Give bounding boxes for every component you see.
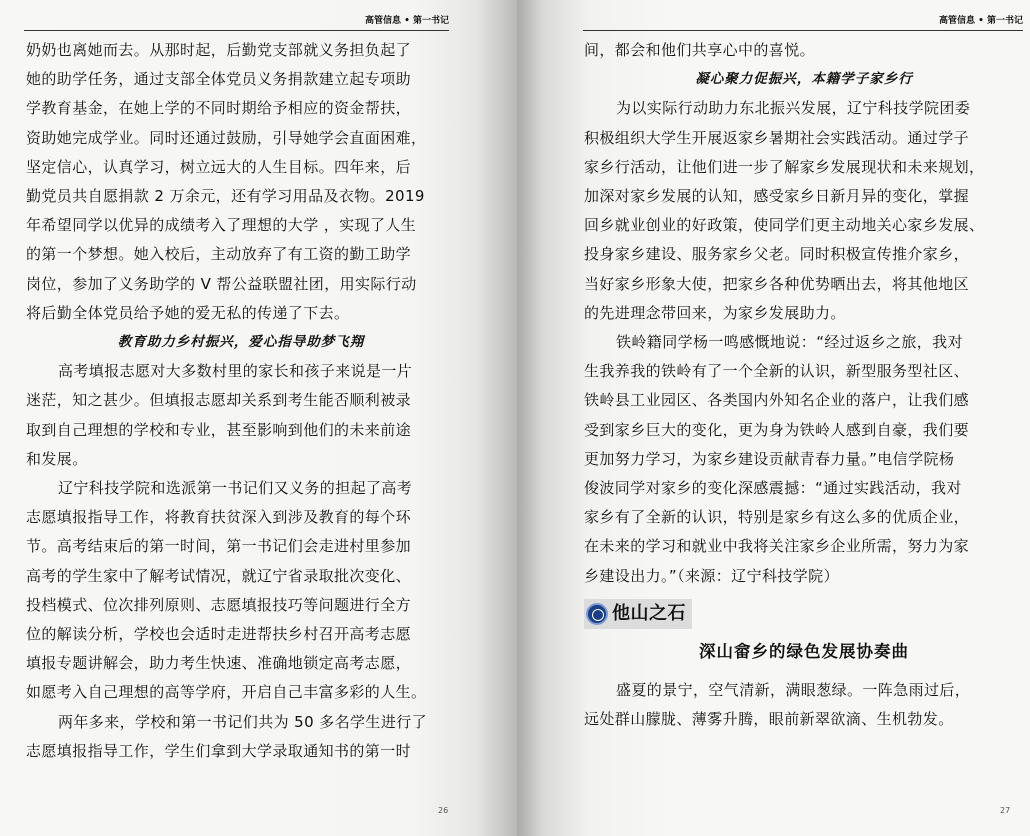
section-banner bbox=[584, 599, 692, 629]
text-line: 迷茫，知之甚少。但填报志愿却关系到考生能否顺利被录 bbox=[26, 391, 412, 410]
text-line: 填报专题讲解会，助力考生快速、准确地锁定高考志愿， bbox=[26, 654, 412, 673]
text-line: 年希望同学以优异的成绩考入了理想的大学 ，实现了人生 bbox=[26, 216, 417, 235]
text-line: 受到家乡巨大的变化，更为身为铁岭人感到自豪，我们要 bbox=[584, 420, 970, 439]
text-line: 奶奶也离她而去。从那时起，后勤党支部就义务担负起了 bbox=[26, 41, 412, 59]
text-line: 志愿填报指导工作，学生们拿到大学录取通知书的第一时 bbox=[26, 741, 412, 760]
text-line: 生我养我的铁岭有了一个全新的认识，新型服务型社区、 bbox=[584, 362, 970, 381]
text-line: 家乡行活动，让他们进一步了解家乡发展现状和未来规划， bbox=[584, 157, 985, 176]
text-line: 为以实际行动助力东北振兴发展，辽宁科技学院团委 bbox=[616, 99, 971, 118]
right-page bbox=[517, 0, 1030, 836]
text-line: 加深对家乡发展的认知，感受家乡日新月异的变化，掌握 bbox=[584, 187, 970, 206]
text-line: 俊波同学对家乡的变化深感震撼：“通过实践活动，我对 bbox=[584, 479, 962, 498]
text-line: 的先进理念带回来，为家乡发展助力。 bbox=[584, 303, 846, 322]
text-line: 将后勤全体党员给予她的爱无私的传递了下去。 bbox=[26, 303, 350, 322]
article-title: 深山畲乡的绿色发展协奏曲 bbox=[699, 641, 909, 661]
text-line: 岗位，参加了义务助学的 V 帮公益联盟社团，用实际行动 bbox=[26, 274, 417, 293]
text-line: 高考的学生家中了解考试情况，就辽宁省录取批次变化、 bbox=[26, 566, 412, 585]
text-line: 间，都会和他们共享心中的喜悦。 bbox=[584, 41, 816, 59]
text-line: 更加努力学习，为家乡建设贡献青春力量。”电信学院杨 bbox=[584, 449, 955, 468]
subheading: 教育助力乡村振兴，爱心指导助梦飞翔 bbox=[117, 334, 365, 351]
text-line: 高考填报志愿对大多数村里的家长和孩子来说是一片 bbox=[58, 362, 413, 381]
text-line: 辽宁科技学院和选派第一书记们又义务的担起了高考 bbox=[58, 479, 413, 498]
text-line: 当好家乡形象大使，把家乡各种优势晒出去，将其他地区 bbox=[584, 274, 970, 293]
text-line: 铁岭籍同学杨一鸣感慨地说：“经过返乡之旅，我对 bbox=[616, 333, 963, 352]
page-body bbox=[584, 36, 1024, 734]
text-line: 坚定信心，认真学习，树立远大的人生目标。四年来，后 bbox=[26, 157, 412, 176]
page-number: 26 bbox=[438, 806, 449, 815]
text-line: 勤党员共自愿捐款 2 万余元，还有学习用品及衣物。2019 bbox=[26, 187, 425, 206]
page-header: 高管信息 • 第一书记 bbox=[24, 14, 449, 31]
page-body bbox=[26, 36, 456, 766]
subheading: 凝心聚力促振兴，本籍学子家乡行 bbox=[695, 71, 913, 88]
text-line: 资助她完成学业。同时还通过鼓励，引导她学会直面困难， bbox=[26, 128, 427, 147]
text-line: 如愿考入自己理想的高等学府，开启自己丰富多彩的人生。 bbox=[26, 683, 427, 702]
page-header: 高管信息 • 第一书记 bbox=[583, 14, 1023, 31]
text-line: 投身家乡建设、服务家乡父老。同时积极宣传推介家乡， bbox=[584, 245, 970, 264]
section-label: 他山之石 bbox=[612, 603, 686, 625]
text-line: 投档模式、位次排列原则、志愿填报技巧等问题进行全方 bbox=[26, 595, 412, 614]
text-line: 远处群山朦胧、薄雾升腾，眼前新翠欲滴、生机勃发。 bbox=[584, 710, 954, 729]
text-line: 两年多来，学校和第一书记们共为 50 多名学生进行了 bbox=[58, 712, 428, 731]
text-line: 她的助学任务，通过支部全体党员义务捐款建立起专项助 bbox=[26, 70, 412, 89]
text-line: 乡建设出力。”（来源：辽宁科技学院） bbox=[584, 566, 839, 585]
text-line: 志愿填报指导工作，将教育扶贫深入到涉及教育的每个环 bbox=[26, 508, 412, 527]
text-line: 的第一个梦想。她入校后，主动放弃了有工资的勤工助学 bbox=[26, 245, 412, 264]
text-line: 回乡就业创业的好政策，使同学们更主动地关心家乡发展、 bbox=[584, 216, 985, 235]
text-line: 家乡有了全新的认识，特别是家乡有这么多的优质企业， bbox=[584, 508, 970, 527]
text-line: 学教育基金，在她上学的不同时期给予相应的资金帮扶， bbox=[26, 99, 412, 118]
text-line: 和发展。 bbox=[26, 449, 88, 468]
page-number: 27 bbox=[1000, 806, 1011, 815]
text-line: 盛夏的景宁，空气清新，满眼葱绿。一阵急雨过后， bbox=[616, 681, 971, 700]
emblem-icon bbox=[586, 603, 608, 625]
text-line: 在未来的学习和就业中我将关注家乡企业所需，努力为家 bbox=[584, 537, 970, 556]
text-line: 节。高考结束后的第一时间，第一书记们会走进村里参加 bbox=[26, 537, 412, 556]
text-line: 铁岭县工业园区、各类国内外知名企业的落户，让我们感 bbox=[584, 391, 970, 410]
text-line: 取到自己理想的学校和专业，甚至影响到他们的未来前途 bbox=[26, 420, 412, 439]
text-line: 位的解读分析，学校也会适时走进帮扶乡村召开高考志愿 bbox=[26, 625, 412, 644]
text-line: 积极组织大学生开展返家乡暑期社会实践活动。通过学子 bbox=[584, 128, 970, 147]
